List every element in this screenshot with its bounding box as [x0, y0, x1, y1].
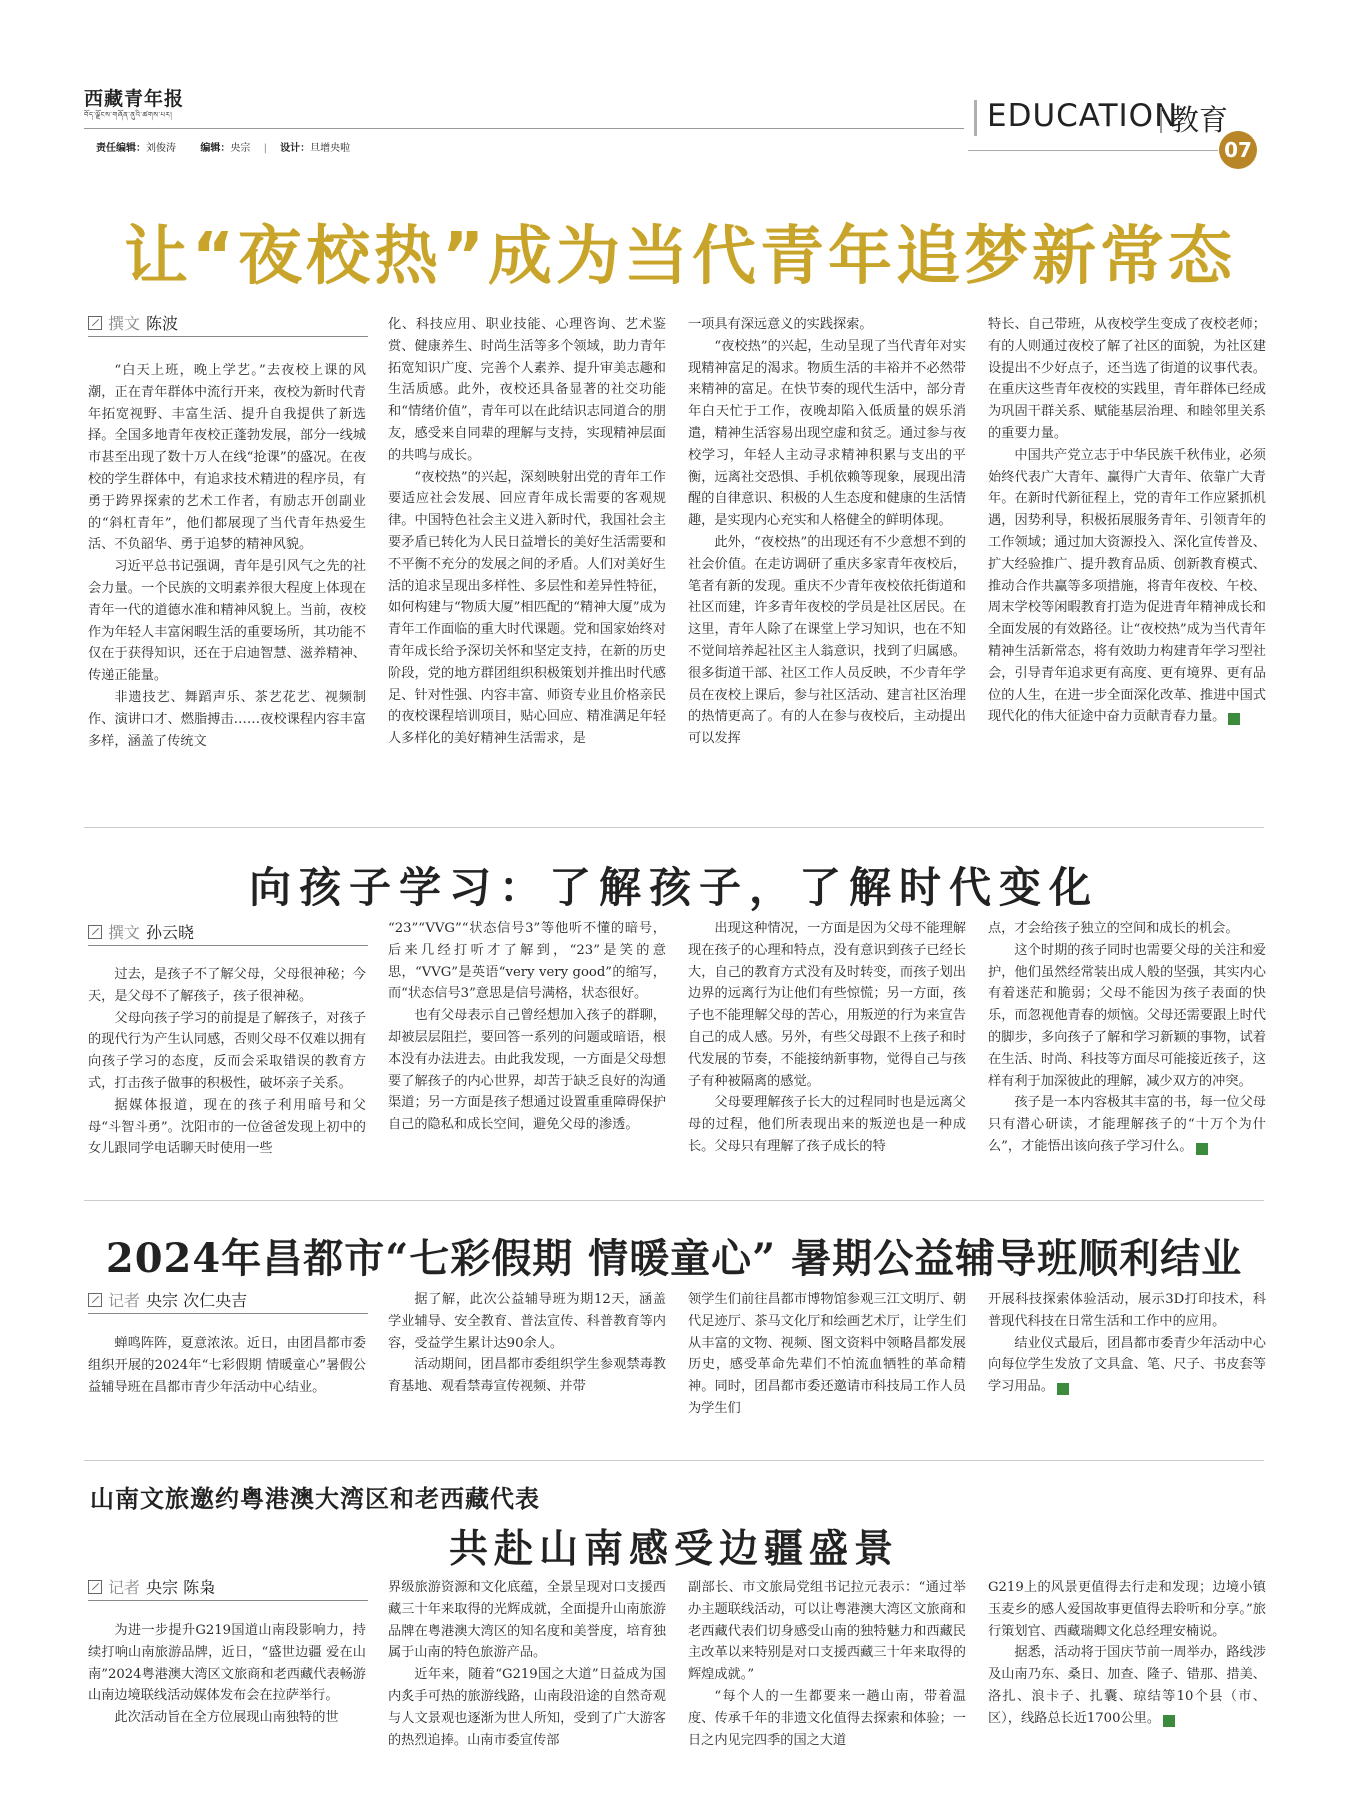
paper-name-tibetan: བོད་ལྗོངས་གཞོན་ནུའི་ཚགས་པར། [84, 111, 173, 119]
paragraph: 此次活动旨在全方位展现山南独特的世 [114, 1710, 339, 1726]
article4-kicker: 山南文旅邀约粤港澳大湾区和老西藏代表 [90, 1484, 540, 1513]
paragraph: G219上的风景更值得去行走和发现；边境小镇玉麦乡的感人爱国故事更值得去聆听和分享。”旅行策划官、西藏瑞卿文化总经理安楠说。 [988, 1580, 1266, 1639]
article4-column-2 [388, 1577, 666, 1810]
end-mark-icon: 青 [1163, 1715, 1175, 1727]
paragraph: “23”“VVG”“状态信号3”等他听不懂的暗号，后来几经打听才了解到，“23”是笑的意思，“VVG”是英语“very very good”的缩写，而“状态信号3”意思是信号满格，状态很好。 [388, 921, 666, 1002]
paragraph: 这个时期的孩子同时也需要父母的关注和爱护，他们虽然经常装出成人般的坚强，其实内心有着迷茫和脆弱；父母不能因为孩子表面的快乐，而忽视他青春的烦恼。父母还需要跟上时代的脚步，多向孩子了解和学习新颖的事物，试着在生活、时尚、科技等方面尽可能接近孩子，这样有利于加深彼此的理解，减少双方的冲突。 [988, 942, 1266, 1089]
editor-in-charge: 刘俊涛 [146, 143, 176, 154]
paragraph: 据了解，此次公益辅导班为期12天，涵盖学业辅导、安全教育、普法宣传、科普教育等内容，受益学生累计达90余人。 [388, 1292, 666, 1351]
pen-icon [88, 316, 102, 330]
article3-column-4 [988, 1289, 1266, 1443]
paragraph: 父母向孩子学习的前提是了解孩子，对孩子的现代行为产生认同感，否则父母不仅难以拥有向孩子学习的态度，反而会采取错误的教育方式，打击孩子做事的积极性，破坏亲子关系。 [88, 1010, 366, 1091]
article2-byline [88, 920, 368, 946]
byline-name: 陈波 [146, 314, 179, 333]
paragraph: 此外，“夜校热”的出现还有不少意想不到的社会价值。在走访调研了重庆多家青年夜校后，笔者有新的发现。重庆不少青年夜校依托街道和社区而建，许多青年夜校的学员是社区居民。在这里，青年人除了在课堂上学习知识，也在不知不觉间培养起社区主人翁意识，找到了归属感。很多街道干部、社区工作人员反映，不少青年学员在夜校上课后，参与社区活动、建言社区治理的热情更高了。有的人在参与夜校后，主动提出可以发挥 [688, 534, 966, 747]
paragraph: 父母要理解孩子长大的过程同时也是远离父母的过程，他们所表现出来的叛逆也是一种成长。父母只有理解了孩子成长的特 [688, 1095, 966, 1154]
article4-column-1 [88, 1620, 366, 1810]
byline-role: 撰文 [108, 314, 141, 333]
article1-column-4 [988, 314, 1266, 800]
paragraph: 活动期间，团昌都市委组织学生参观禁毒教育基地、观看禁毒宣传视频、并带 [388, 1357, 666, 1395]
paragraph [988, 1333, 1266, 1398]
paragraph: 领学生们前往昌都市博物馆参观三江文明厅、朝代足迹厅、茶马文化厅和绘画艺术厅，让学生们从丰富的文物、视频、图文资料中领略昌都发展历史，感受革命先辈们不怕流血牺牲的革命精神。同时，团昌都市委还邀请市科技局工作人员为学生们 [688, 1292, 966, 1416]
paragraph [988, 1642, 1266, 1729]
paragraph-text: 据悉，活动将于国庆节前一周举办，路线涉及山南乃东、桑日、加查、隆子、错那、措美、洛扎、浪卡子、扎囊、琼结等10个县（市、区），线路总长近1700公里。 [988, 1645, 1266, 1726]
section-divider [84, 1460, 1264, 1461]
paragraph-text: 中国共产党立志于中华民族千秋伟业，必须始终代表广大青年、赢得广大青年、依靠广大青年。在新时代新征程上，党的青年工作应紧抓机遇，因势利导，积极拓展服务青年、引领青年的工作领域；通过加大资源投入、深化宣传普及、扩大经验推广、提升教育品质、创新教育模式、推动合作共赢等多项措施，将青年夜校、午校、周末学校等闲暇教育打造为促进青年精神成长和全面发展的有效路径。让“夜校热”成为当代青年精神生活新常态，将有效助力构建青年学习型社会，引导青年追求更有高度、更有境界、更有品位的人生，在进一步全面深化改革、推进中国式现代化的伟大征途中奋力贡献青春力量。 [988, 447, 1266, 725]
paragraph: “白天上班，晚上学艺。”去夜校上课的风潮，正在青年群体中流行开来，夜校为新时代青年拓宽视野、丰富生活、提升自我提供了新选择。全国多地青年夜校正蓬勃发展，部分一线城市甚至出现了数十万人在线“抢课”的盛况。在夜校的学生群体中，有追求技术精进的程序员，有勇于跨界探索的艺术工作者，有励志开创副业的“斜杠青年”，他们都展现了当代青年热爱生活、不负韶华、勇于追梦的精神风貌。 [88, 363, 366, 553]
article3-headline: 2024年昌都市“七彩假期 情暖童心” 暑期公益辅导班顺利结业 [105, 1235, 1243, 1282]
designer-label: 设计： [280, 143, 311, 154]
paragraph: 据媒体报道，现在的孩子利用暗号和父母“斗智斗勇”。沈阳市的一位爸爸发现上初中的女儿跟同学电话聊天时使用一些 [88, 1097, 366, 1157]
editor-in-charge-label: 责任编辑： [96, 143, 146, 154]
pen-icon [88, 1580, 102, 1594]
section-name-en: EDUCATION [987, 98, 1179, 134]
end-mark-icon: 青 [1196, 1143, 1208, 1155]
article2-column-4 [988, 918, 1266, 1176]
paragraph: 为进一步提升G219国道山南段影响力，持续打响山南旅游品牌，近日，“盛世边疆 爱在山南”2024粤港澳大湾区文旅商和老西藏代表畅游山南边境联线活动媒体发布会在拉萨举行。 [88, 1623, 366, 1704]
article4-column-3 [688, 1577, 966, 1810]
article2-column-3 [688, 918, 966, 1176]
article2-column-2 [388, 918, 666, 1176]
article4-byline [88, 1575, 368, 1601]
byline-role: 撰文 [108, 923, 141, 942]
end-mark-icon: 青 [1228, 713, 1240, 725]
staff-credits: 责任编辑：刘俊涛 编辑：央宗 | 设计：旦增央啦 [96, 143, 351, 154]
article2-column-1 [88, 964, 366, 1176]
paragraph: 蝉鸣阵阵，夏意浓浓。近日，由团昌都市委组织开展的2024年“七彩假期 情暖童心”暑假公益辅导班在昌都市青少年活动中心结业。 [88, 1336, 366, 1395]
byline-name: 孙云晓 [146, 923, 195, 942]
byline-role: 记者 [108, 1291, 141, 1310]
paragraph: 一项具有深远意义的实践探索。 [688, 317, 873, 332]
designer: 旦增央啦 [310, 143, 351, 154]
article1-headline: 让“夜校热”成为当代青年追梦新常态 [123, 220, 1237, 294]
paragraph: 过去，是孩子不了解父母，父母很神秘；今天，是父母不了解孩子，孩子很神秘。 [88, 967, 366, 1004]
editor-label: 编辑： [200, 143, 231, 154]
section-rule [968, 150, 1218, 151]
pen-icon [88, 925, 102, 939]
paragraph [988, 1092, 1266, 1157]
paragraph [988, 445, 1266, 728]
paragraph: 副部长、市文旅局党组书记拉元表示：“通过举办主题联线活动，可以让粤港澳大湾区文旅商和老西藏代表们切身感受山南的独特魅力和西藏民主改革以来特别是对口支援西藏三十年来取得的辉煌成就。” [688, 1580, 966, 1683]
article4-column-4 [988, 1577, 1266, 1810]
paragraph: 习近平总书记强调，青年是引风气之先的社会力量。一个民族的文明素养很大程度上体现在青年一代的道德水准和精神风貌上。当前，夜校作为年轻人丰富闲暇生活的重要场所，其功能不仅在于获得知识，还在于启迪智慧、滋养精神、传递正能量。 [88, 559, 366, 684]
article4-headline: 共赴山南感受边疆盛景 [448, 1527, 899, 1572]
byline-name: 央宗 次仁央吉 [146, 1291, 248, 1310]
pen-icon [88, 1293, 102, 1307]
article3-column-2 [388, 1289, 666, 1443]
section-divider [84, 827, 1264, 828]
article2-headline: 向孩子学习：了解孩子，了解时代变化 [248, 863, 1099, 912]
paragraph: “夜校热”的兴起，生动呈现了当代青年对实现精神富足的渴求。物质生活的丰裕并不必然带来精神的富足。在快节奏的现代生活中，部分青年白天忙于工作，夜晚却陷入低质量的娱乐消遣，精神生活容易出现空虚和贫乏。通过参与夜校学习，年轻人主动寻求精神积累与支出的平衡，远离社交恐惧、手机依赖等现象，展现出清醒的自律意识、积极的人生态度和健康的生活情趣，是实现内心充实和人格健全的鲜明体现。 [688, 338, 966, 529]
paragraph-text: 孩子是一本内容极其丰富的书，每一位父母只有潜心研读，才能理解孩子的“十万个为什么”，才能悟出该向孩子学习什么。 [988, 1095, 1266, 1154]
paragraph: 开展科技探索体验活动，展示3D打印技术，科普现代科技在日常生活和工作中的应用。 [988, 1292, 1266, 1329]
paragraph: 特长、自己带班，从夜校学生变成了夜校老师；有的人则通过夜校了解了社区的面貌，为社区建设提出不少好点子，还当选了街道的议事代表。在重庆这些青年夜校的实践里，青年群体已经成为巩固干群关系、赋能基层治理、和睦邻里关系的重要力量。 [988, 317, 1266, 441]
paragraph: 也有父母表示自己曾经想加入孩子的群聊，却被层层阻拦，要回答一系列的问题或暗语，根本没有办法进去。由此我发现，一方面是父母想要了解孩子的内心世界，却苦于缺乏良好的沟通渠道；另一方面是孩子想通过设置重重障碍保护自己的隐私和成长空间，避免父母的渗透。 [388, 1008, 666, 1133]
byline-role: 记者 [108, 1578, 141, 1597]
paragraph-text: 结业仪式最后，团昌都市委青少年活动中心向每位学生发放了文具盒、笔、尺子、书皮套等学习用品。 [988, 1335, 1266, 1395]
paragraph: “每个人的一生都要来一趟山南，带着温度、传承千年的非遗文化值得去探索和体验；一日之内见完四季的国之大道 [688, 1688, 966, 1748]
paragraph: 近年来，随着“G219国之大道”日益成为国内炙手可热的旅游线路，山南段沿途的自然奇观与人文景观也逐渐为世人所知，受到了广大游客的热烈追捧。山南市委宣传部 [388, 1667, 666, 1748]
byline-name: 央宗 陈枭 [146, 1578, 216, 1597]
masthead-rule [84, 128, 964, 129]
article1-byline [88, 311, 368, 337]
section-accent-bar [974, 100, 977, 136]
paragraph: 界级旅游资源和文化底蕴，全景呈现对口支援西藏三十年来取得的光辉成就，全面提升山南旅游品牌在粤港澳大湾区的知名度和美誉度，培育独属于山南的特色旅游产品。 [388, 1580, 666, 1661]
article3-column-1 [88, 1333, 366, 1443]
page-number-badge: 07 [1219, 131, 1257, 169]
article3-byline [88, 1288, 368, 1314]
article3-column-3 [688, 1289, 966, 1443]
article1-column-3 [688, 314, 966, 800]
paragraph: 出现这种情况，一方面是因为父母不能理解现在孩子的心理和特点，没有意识到孩子已经长大，自己的教育方式没有及时转变，而孩子划出边界的远离行为让他们有些惊慌；另一方面，孩子也不能理解父母的苦心，用叛逆的行为来宣告自己的成人感。另外，有些父母跟不上孩子和时代发展的节奏，不能接纳新事物，觉得自己与孩子有种被隔离的感觉。 [688, 921, 966, 1089]
article1-column-2 [388, 314, 666, 800]
section-divider [84, 1200, 1264, 1201]
section-name-cn: 教育 [1160, 98, 1228, 139]
paragraph: 点，才会给孩子独立的空间和成长的机会。 [988, 921, 1239, 936]
paper-name: 西藏青年报 [84, 88, 185, 110]
end-mark-icon: 青 [1057, 1383, 1069, 1395]
paragraph: “夜校热”的兴起，深刻映射出党的青年工作要适应社会发展、回应青年成长需要的客观规律。中国特色社会主义进入新时代，我国社会主要矛盾已转化为人民日益增长的美好生活需要和不平衡不充分的发展之间的矛盾。人们对美好生活的追求呈现出多样性、多层性和差异性特征，如何构建与“物质大厦”相匹配的“精神大厦”成为青年工作面临的重大时代课题。党和国家始终对青年成长给予深切关怀和坚定支持，在新的历史阶段，党的地方群团组织积极策划并推出时代感足、针对性强、内容丰富、师资专业且价格亲民的夜校课程培训项目，贴心回应、精准满足年轻人多样化的美好精神生活需求，是 [388, 469, 666, 747]
editor: 央宗 [230, 143, 251, 154]
article1-column-1 [88, 360, 366, 800]
paragraph: 非遗技艺、舞蹈声乐、茶艺花艺、视频制作、演讲口才、燃脂搏击……夜校课程内容丰富多样，涵盖了传统文 [88, 689, 366, 749]
paragraph: 化、科技应用、职业技能、心理咨询、艺术鉴赏、健康养生、时尚生活等多个领域，助力青年拓宽知识广度、完善个人素养、提升审美志趣和生活质感。此外，夜校还具备显著的社交功能和“情绪价值”，青年可以在此结识志同道合的朋友，感受来自同辈的理解与支持，实现精神层面的共鸣与成长。 [388, 317, 666, 463]
